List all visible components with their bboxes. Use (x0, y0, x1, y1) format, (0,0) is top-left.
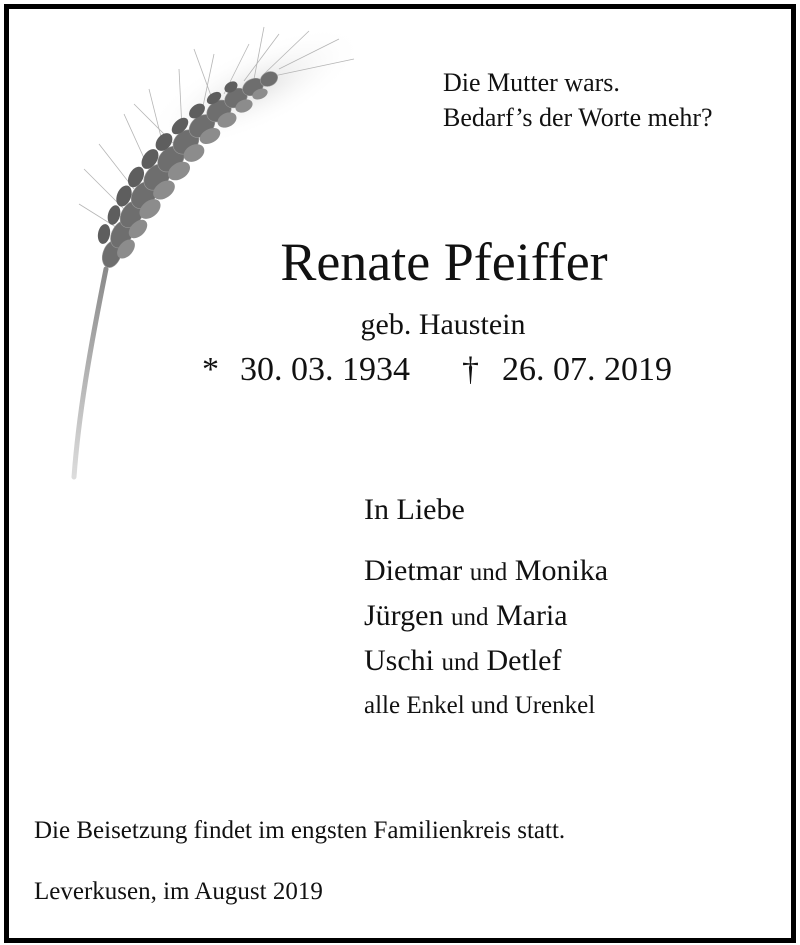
quote-line-1: Die Mutter wars. (443, 68, 620, 97)
place-and-date: Leverkusen, im August 2019 (34, 878, 323, 905)
mourner-second: Detlef (486, 644, 562, 677)
burial-note: Die Beisetzung findet im engsten Familienkreis statt. (34, 817, 566, 844)
quote-line-2: Bedarf’s der Worte mehr? (443, 103, 713, 132)
life-dates (202, 348, 672, 392)
mourner-couple (364, 594, 608, 639)
grandchildren-line: alle Enkel und Urenkel (364, 692, 596, 719)
mourner-second: Maria (495, 599, 568, 632)
mourner-conjunction: und (441, 649, 479, 676)
obituary-frame (4, 4, 796, 943)
mourner-conjunction: und (469, 559, 508, 586)
mourner-first: Uschi (364, 644, 434, 677)
birth-date: 30. 03. 1934 (240, 351, 410, 388)
mourner-second: Monika (514, 554, 609, 587)
quote (443, 65, 713, 135)
mourner-couple (364, 549, 608, 594)
mourners-intro: In Liebe (364, 493, 465, 526)
birth-symbol: * (202, 351, 219, 388)
deceased-name: Renate Pfeiffer (280, 232, 608, 292)
mourners-list (364, 549, 608, 727)
mourner-conjunction: und (450, 604, 489, 631)
mourner-first: Dietmar (364, 554, 463, 587)
mourner-first: Jürgen (364, 599, 444, 632)
death-symbol: † (462, 351, 479, 388)
maiden-name: geb. Haustein (360, 308, 526, 341)
death-date: 26. 07. 2019 (502, 351, 672, 388)
mourner-couple (364, 639, 608, 684)
